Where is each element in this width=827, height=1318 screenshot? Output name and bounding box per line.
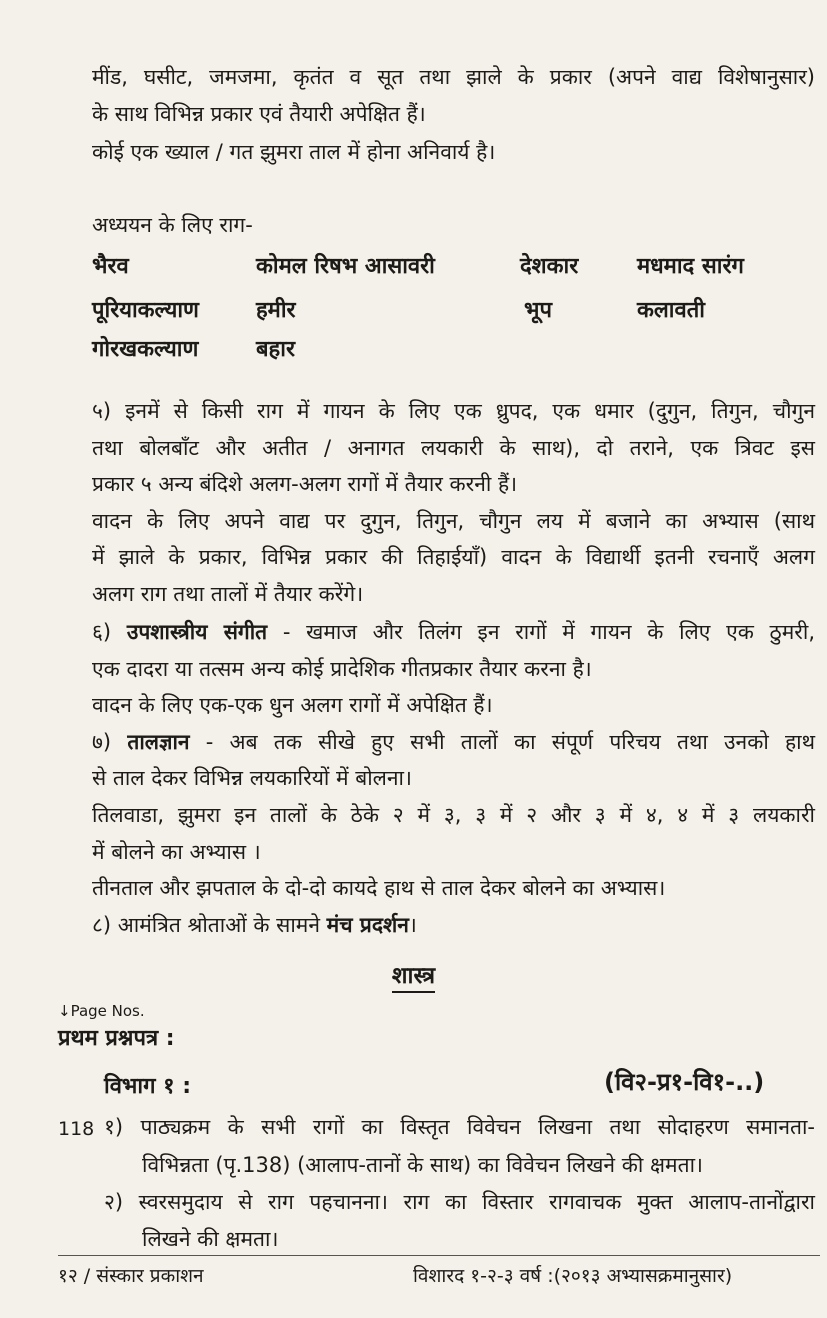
heading-text: शास्त्र: [392, 963, 435, 993]
page-nos-label: ↓Page Nos.: [58, 1002, 145, 1020]
raga-name: कलावती: [637, 298, 705, 323]
text-line: मींड, घसीट, जमजमा, कृतंत व सूत तथा झाले के प्रकार (अपने वाद्य विशेषानुसार): [92, 65, 815, 89]
text-run: ।: [408, 913, 417, 937]
text-line: एक दादरा या तत्सम अन्य कोई प्रादेशिक गीतप्रकार तैयार करना है।: [92, 657, 592, 681]
text-line: तीनताल और झपताल के दो-दो कायदे हाथ से ताल देकर बोलने का अभ्यास।: [92, 876, 666, 900]
raga-name: गोरखकल्याण: [92, 337, 199, 362]
text-line: से ताल देकर विभिन्न लयकारियों में बोलना।: [92, 766, 412, 790]
text-line: में झाले के प्रकार, विभिन्न प्रकार की तिहाईयाँ) वादन के विद्यार्थी इतनी रचनाएँ अलग: [92, 545, 815, 569]
raga-name: बहार: [256, 337, 295, 362]
text-line: में बोलने का अभ्यास ।: [92, 840, 261, 864]
text-line: [92, 910, 417, 940]
raga-name: पूरियाकल्याण: [92, 298, 199, 323]
section-heading: [0, 958, 827, 990]
text-line: ५) इनमें से किसी राग में गायन के लिए एक ध्रुपद, एक धमार (दुगुन, तिगुन, चौगुन: [92, 399, 815, 423]
section-label: विभाग १ :: [104, 1074, 192, 1099]
section-title: उपशास्त्रीय संगीत: [126, 620, 268, 644]
emphasis: मंच प्रदर्शन: [326, 913, 409, 937]
ragas-intro: अध्ययन के लिए राग-: [92, 213, 253, 237]
text-line: तिलवाडा, झुमरा इन तालों के ठेके २ में ३, ३ में २ और ३ में ४, ४ में ३ लयकारी: [92, 803, 815, 827]
item-number: ७): [92, 730, 112, 754]
item-number: ६): [92, 620, 112, 644]
text-line: अलग राग तथा तालों में तैयार करेंगे।: [92, 582, 364, 606]
paper-title: प्रथम प्रश्नपत्र :: [58, 1026, 175, 1051]
raga-name: हमीर: [256, 298, 296, 323]
footer-divider: [58, 1255, 820, 1256]
text-line: [92, 617, 815, 647]
page-number-ref: 118: [58, 1118, 95, 1140]
raga-name: कोमल रिषभ आसावरी: [256, 254, 435, 279]
text-line: विभिन्नता (पृ.138) (आलाप-तानों के साथ) का विवेचन लिखने की क्षमता।: [142, 1153, 703, 1177]
text-run: ८) आमंत्रित श्रोताओं के सामने: [92, 913, 327, 937]
text-run: - अब तक सीखे हुए सभी तालों का संपूर्ण परिचय तथा उनको हाथ: [189, 730, 815, 754]
text-line: के साथ विभिन्न प्रकार एवं तैयारी अपेक्षित हैं।: [92, 102, 426, 126]
text-line: २) स्वरसमुदाय से राग पहचानना। राग का विस्तार रागवाचक मुक्त आलाप-तानोंद्वारा: [104, 1190, 815, 1214]
raga-name: भैरव: [92, 254, 129, 279]
section-code: (वि२-प्र१-वि१-..): [604, 1068, 765, 1096]
section-title: तालज्ञान: [127, 730, 190, 754]
raga-name: देशकार: [520, 254, 579, 279]
text-line: प्रकार ५ अन्य बंदिशे अलग-अलग रागों में तैयार करनी हैं।: [92, 472, 518, 496]
text-line: लिखने की क्षमता।: [142, 1227, 279, 1251]
raga-name: मधमाद सारंग: [637, 254, 744, 279]
raga-name: भूप: [524, 298, 552, 323]
text-line: वादन के लिए एक-एक धुन अलग रागों में अपेक्षित हैं।: [92, 693, 493, 717]
text-line: तथा बोलबाँट और अतीत / अनागत लयकारी के साथ), दो तराने, एक त्रिवट इस: [92, 436, 815, 460]
footer-publisher: १२ / संस्कार प्रकाशन: [58, 1265, 204, 1287]
text-line: वादन के लिए अपने वाद्य पर दुगुन, तिगुन, चौगुन लय में बजाने का अभ्यास (साथ: [92, 509, 815, 533]
footer-title: विशारद १-२-३ वर्ष :(२०१३ अभ्यासक्रमानुसार): [413, 1265, 733, 1287]
text-run: - खमाज और तिलंग इन रागों में गायन के लिए एक ठुमरी,: [267, 620, 816, 644]
text-line: १) पाठ्यक्रम के सभी रागों का विस्तृत विवेचन लिखना तथा सोदाहरण समानता-: [104, 1115, 815, 1139]
text-line: कोई एक ख्याल / गत झुमरा ताल में होना अनिवार्य है।: [92, 140, 496, 164]
text-line: [92, 727, 815, 757]
